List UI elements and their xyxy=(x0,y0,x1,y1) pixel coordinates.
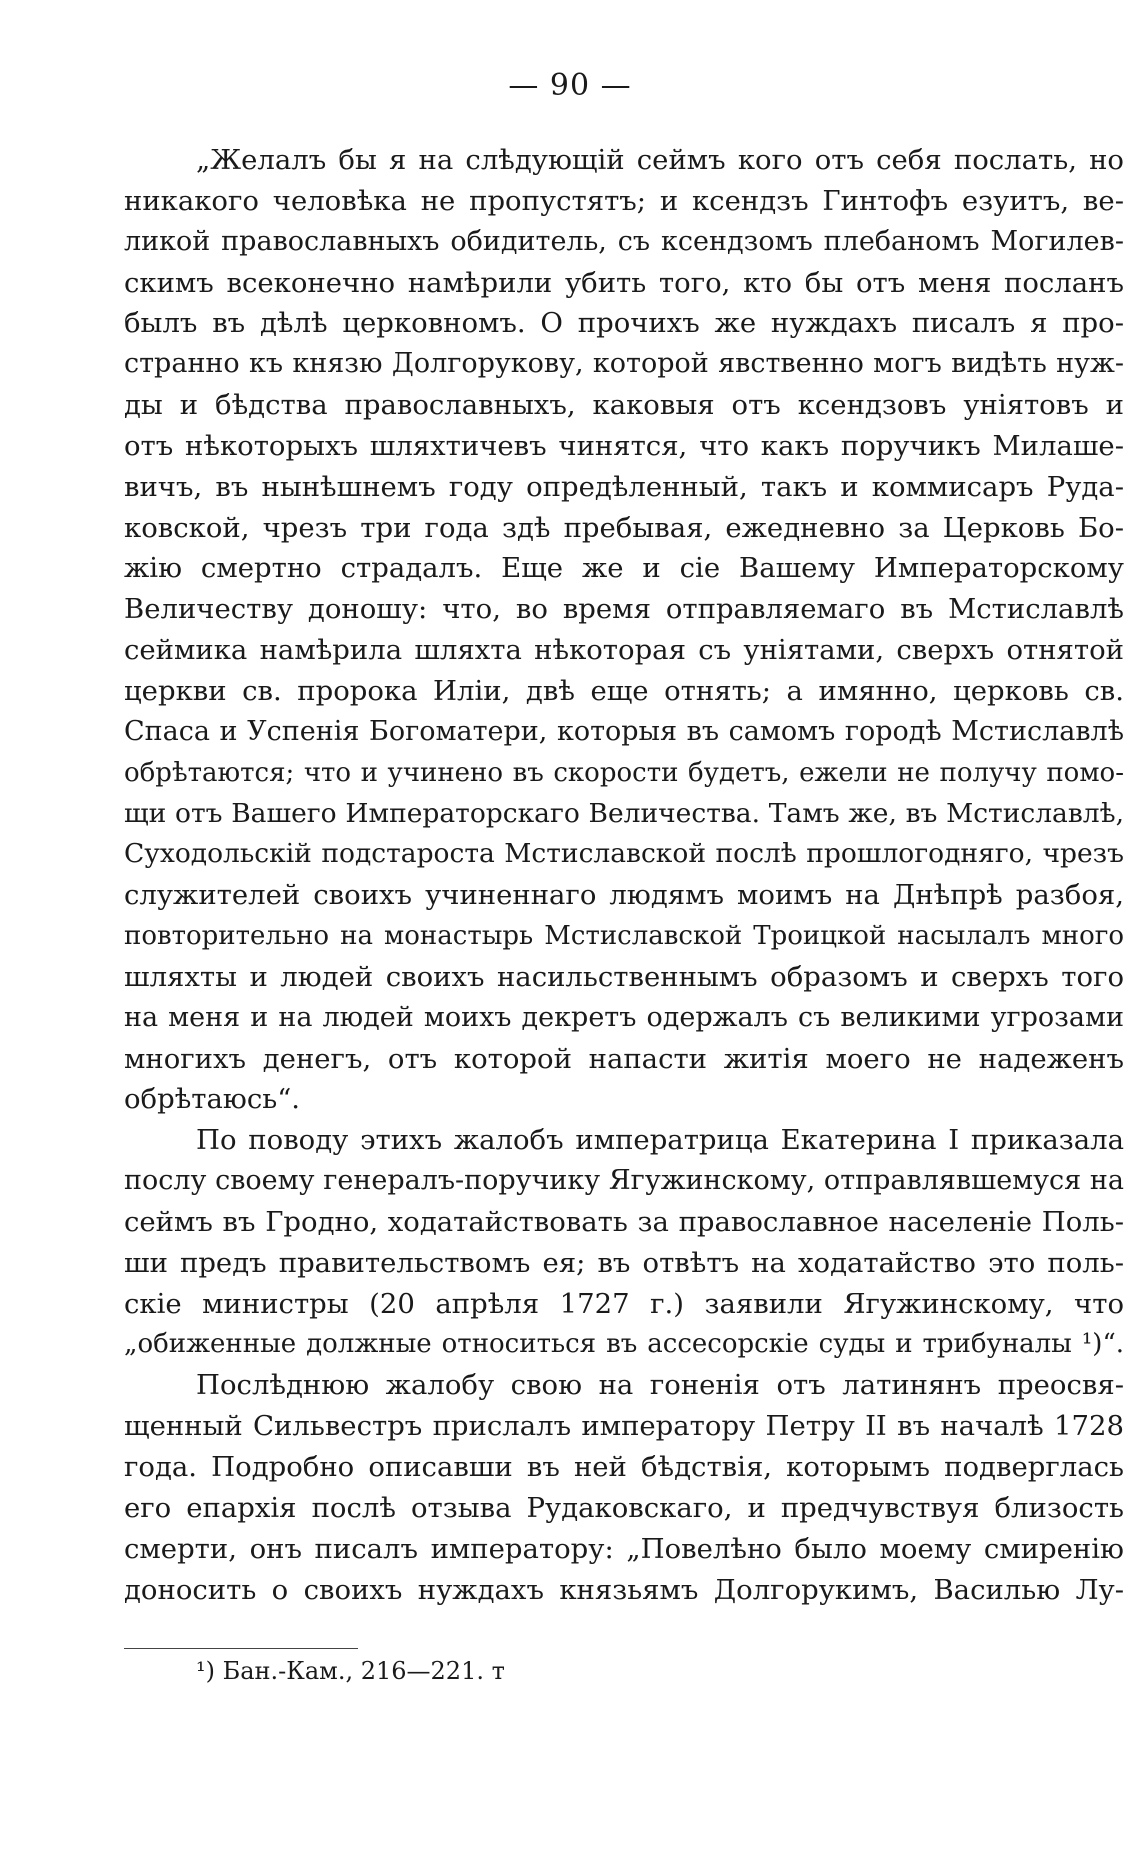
text-line: „обиженные должные относиться въ ассесорскіе суды и трибуналы ¹)“. xyxy=(124,1329,1124,1360)
text-line: вичъ, въ нынѣшнемъ году опредѣленный, такъ и коммисаръ Руда- xyxy=(124,470,1124,503)
page-number: — 90 — xyxy=(508,68,632,103)
text-line: повторительно на монастырь Мстиславской Троицкой насылалъ много xyxy=(124,921,1124,952)
text-line: шляхты и людей своихъ насильственнымъ образомъ и сверхъ того xyxy=(124,960,1124,993)
text-line: жію смертно страдалъ. Еще же и сіе Вашему Императорскому xyxy=(124,552,1124,585)
text-line: многихъ денегъ, отъ которой напасти житія моего не надеженъ xyxy=(124,1042,1124,1075)
text-line: обрѣтаются; что и учинено въ скорости будетъ, ежели не получу помо- xyxy=(124,757,1124,788)
text-line: странно къ князю Долгорукову, которой явственно могъ видѣть нуж- xyxy=(124,348,1124,380)
text-line: его епархія послѣ отзыва Рудаковскаго, и предчувствуя близость xyxy=(124,1491,1124,1524)
text-line: смерти, онъ писалъ императору: „Повелѣно было моему смиренію xyxy=(124,1532,1124,1565)
text-line: церкви св. пророка Иліи, двѣ еще отнять; а имянно, церковь св. xyxy=(124,674,1124,707)
text-line: обрѣтаюсь“. xyxy=(124,1083,301,1116)
text-line: сеймъ въ Гродно, ходатайствовать за православное населеніе Поль- xyxy=(124,1205,1124,1238)
text-line: „Желалъ бы я на слѣдующій сеймъ кого отъ себя послать, но xyxy=(196,144,1124,176)
body-text xyxy=(124,140,1124,1610)
text-line: ликой православныхъ обидитель, съ ксендзомъ плебаномъ Могилев- xyxy=(124,225,1124,257)
text-line: Величеству доношу: что, во время отправляемаго въ Мстиславлѣ xyxy=(124,593,1124,626)
text-line: на меня и на людей моихъ декретъ одержалъ съ великими угрозами xyxy=(124,1001,1124,1033)
text-line: Суходольскій подстароста Мстиславской послѣ прошлогодняго, чрезъ xyxy=(124,838,1124,870)
text-line: сеймика намѣрила шляхта нѣкоторая съ уніятами, сверхъ отнятой xyxy=(124,634,1124,667)
text-line: скіе министры (20 апрѣля 1727 г.) заявили Ягужинскому, что xyxy=(124,1287,1124,1320)
text-line: послу своему генералъ-поручику Ягужинскому, отправлявшемуся на xyxy=(124,1165,1124,1197)
text-line: Спаса и Успенія Богоматери, которыя въ самомъ городѣ Мстиславлѣ xyxy=(124,715,1124,747)
text-line: щи отъ Вашего Императорскаго Величества. Тамъ же, въ Мстиславлѣ, xyxy=(124,797,1124,829)
text-line: былъ въ дѣлѣ церковномъ. О прочихъ же нуждахъ писалъ я про- xyxy=(124,307,1124,340)
text-line: никакого человѣка не пропустятъ; и ксендзъ Гинтофъ езуитъ, ве- xyxy=(124,184,1124,217)
text-line: По поводу этихъ жалобъ императрица Екатерина I приказала xyxy=(196,1124,1124,1157)
text-line: Послѣднюю жалобу свою на гоненія отъ латинянъ преосвя- xyxy=(196,1369,1124,1402)
text-line: ковской, чрезъ три года здѣ пребывая, ежедневно за Церковь Бо- xyxy=(124,511,1124,544)
text-line: служителей своихъ учиненнаго людямъ моимъ на Днѣпрѣ разбоя, xyxy=(124,879,1124,912)
footnote-divider xyxy=(124,1648,358,1649)
text-line: ши предъ правительствомъ ея; въ отвѣтъ на ходатайство это поль- xyxy=(124,1246,1124,1279)
text-line: скимъ всеконечно намѣрили убить того, кто бы отъ меня посланъ xyxy=(124,266,1124,299)
text-line: года. Подробно описавши въ ней бѣдствія, которымъ подверглась xyxy=(124,1451,1124,1483)
text-line: отъ нѣкоторыхъ шляхтичевъ чинятся, что какъ поручикъ Милаше- xyxy=(124,429,1124,462)
footnote: ¹) Бан.-Кам., 216—221. т xyxy=(196,1657,505,1685)
text-line: доносить о своихъ нуждахъ князьямъ Долгорукимъ, Василью Лу- xyxy=(124,1573,1124,1606)
text-line: ды и бѣдства православныхъ, каковыя отъ ксендзовъ уніятовъ и xyxy=(124,389,1124,422)
text-line: щенный Сильвестръ прислалъ императору Петру II въ началѣ 1728 xyxy=(124,1410,1124,1443)
